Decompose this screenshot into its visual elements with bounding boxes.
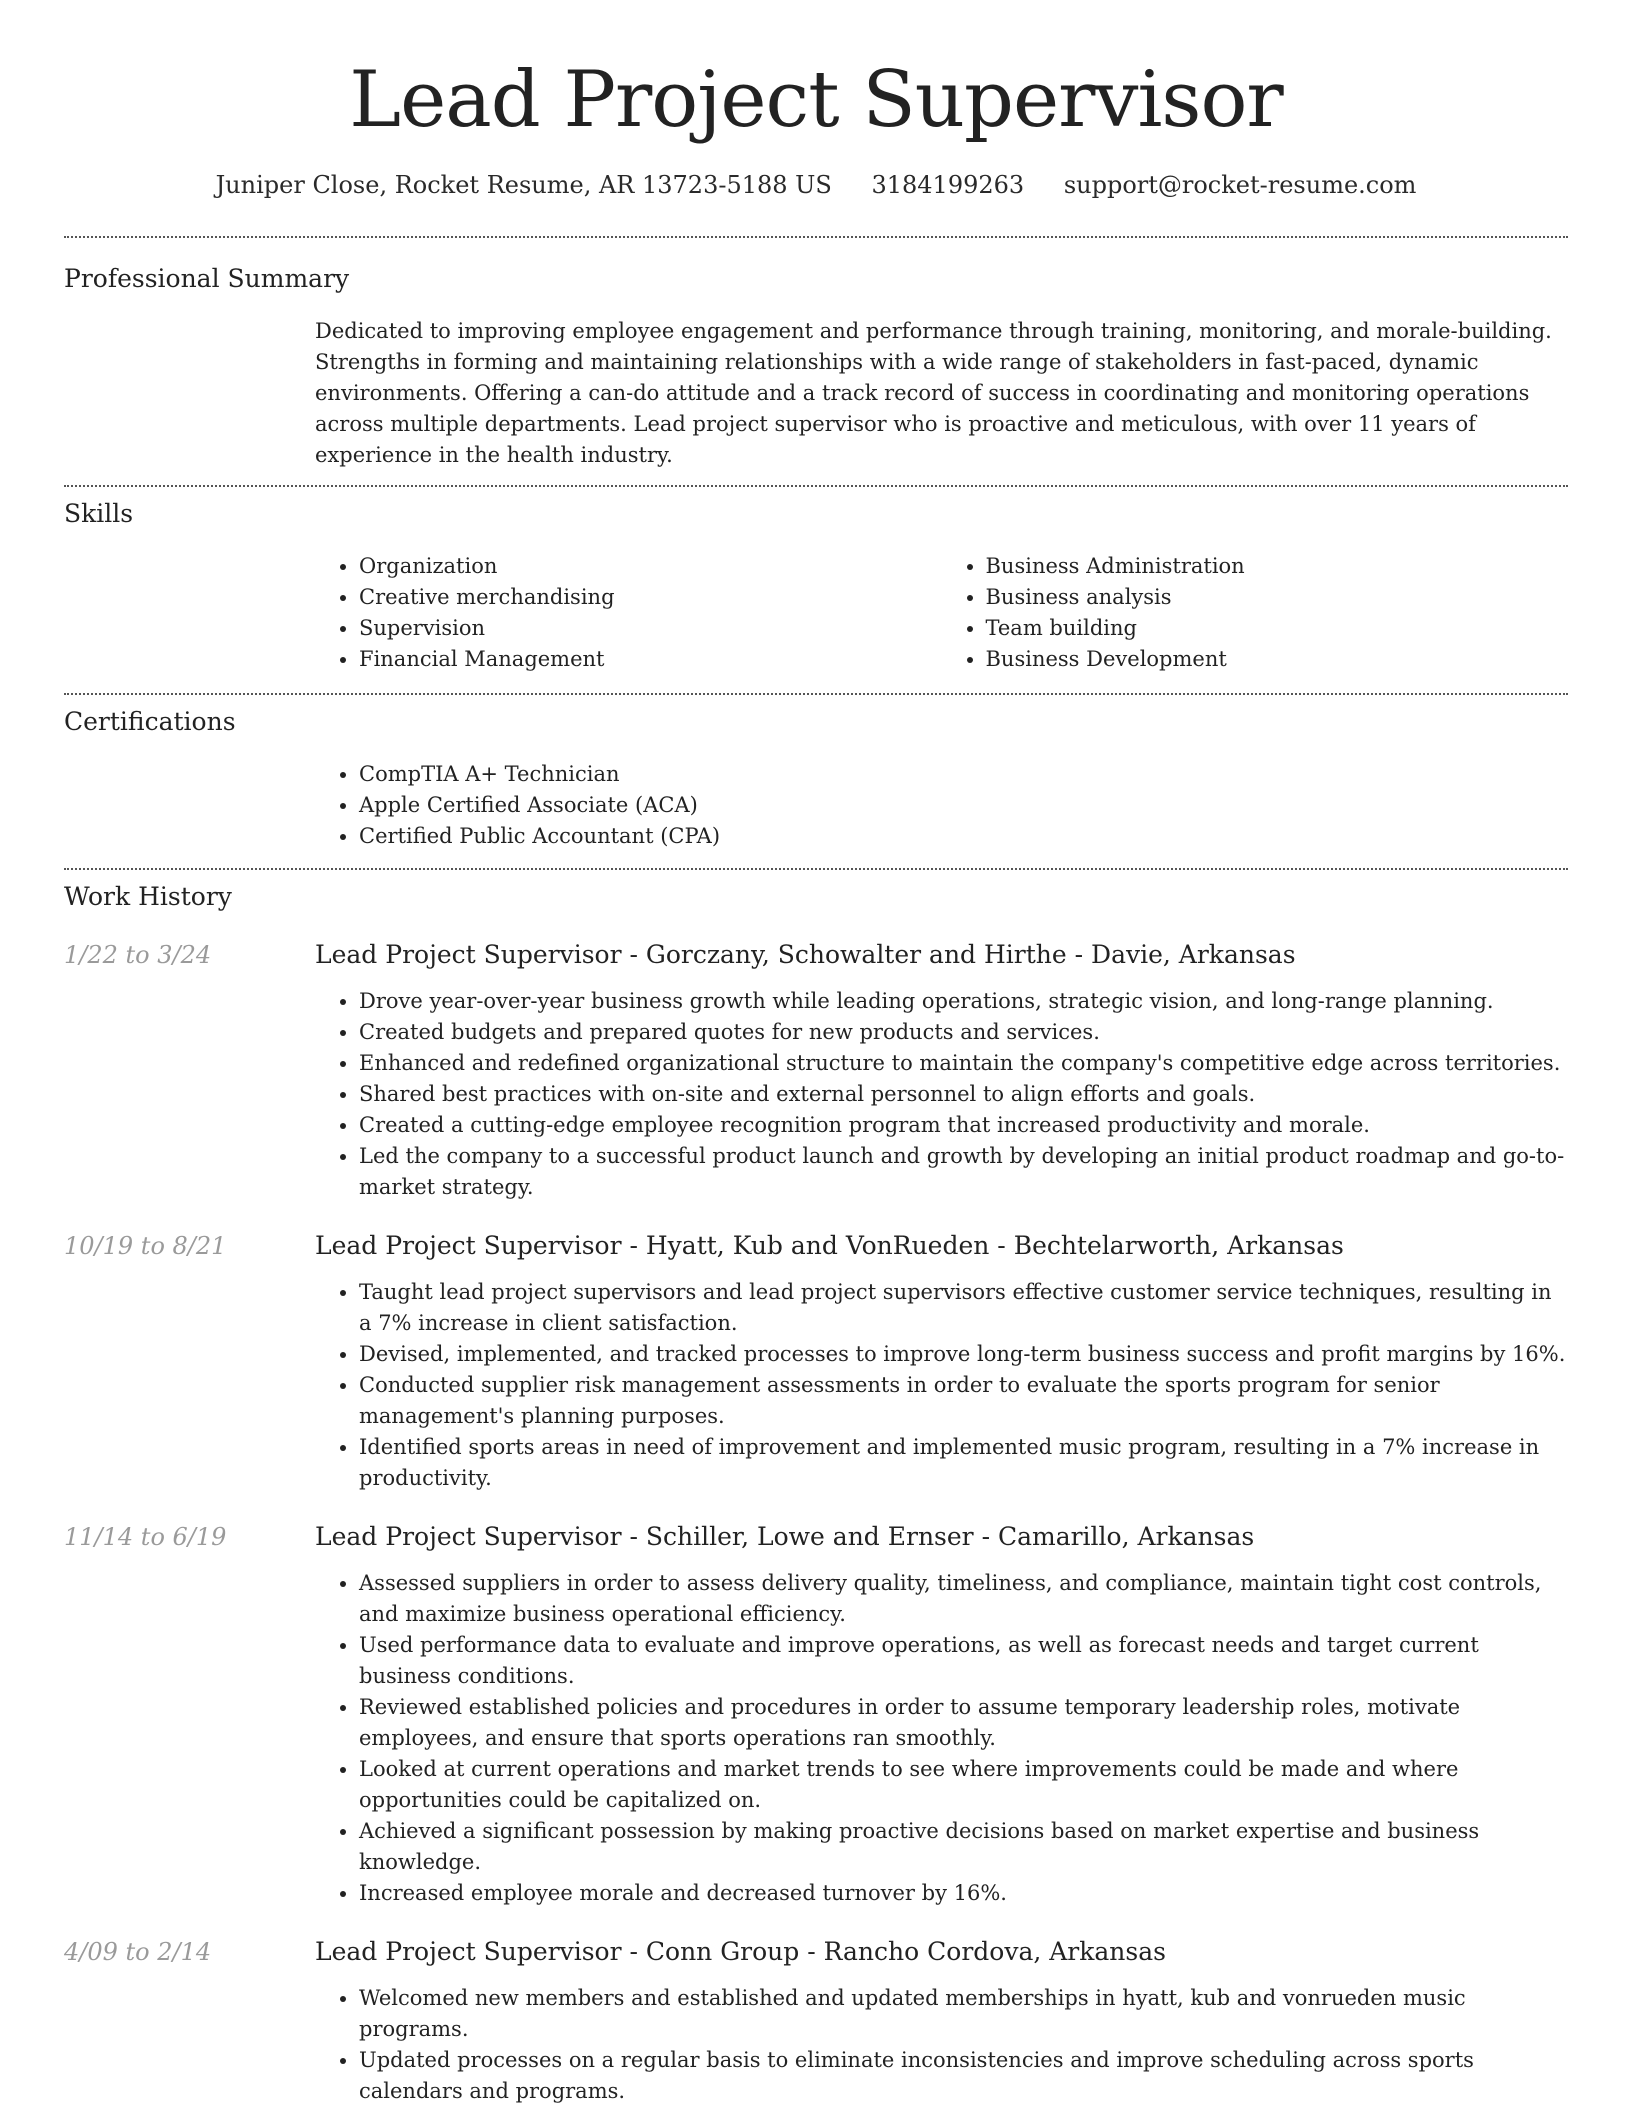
- resume-page: [64, 0, 1568, 2107]
- skill-item: • Business analysis: [986, 582, 1569, 613]
- job-bullet: • Taught lead project supervisors and lead project supervisors effective customer service techniques, resulting in a 7% increase in client satisfaction.: [359, 1277, 1568, 1339]
- job-bullet: • Conducted supplier risk management assessments in order to evaluate the sports program for senior management's planning purposes.: [359, 1370, 1568, 1432]
- job-bullet: • Reviewed established policies and procedures in order to assume temporary leadership roles, motivate employees, and ensure that sports operations ran smoothly.: [359, 1692, 1568, 1754]
- skill-item: • Creative merchandising: [359, 582, 942, 613]
- candidate-name: Lead Project Supervisor: [349, 55, 1283, 145]
- job-bullets: [315, 1568, 1568, 1909]
- certifications-list: [315, 759, 1568, 852]
- job-title: Lead Project Supervisor - Conn Group - Rancho Cordova, Arkansas: [315, 1937, 1166, 1966]
- job-bullet: • Updated processes on a regular basis to eliminate inconsistencies and improve scheduling across sports calendars and programs.: [359, 2045, 1568, 2107]
- job-title: Lead Project Supervisor - Schiller, Lowe and Ernser - Camarillo, Arkansas: [315, 1522, 1255, 1551]
- job-entry: [64, 1935, 1568, 2107]
- job-bullet: • Drove year-over-year business growth while leading operations, strategic vision, and long-range planning.: [359, 986, 1568, 1017]
- section-title-certifications: Certifications: [64, 707, 236, 736]
- certification-item: • Certified Public Accountant (CPA): [359, 821, 1568, 852]
- job-details: [315, 1520, 1568, 1909]
- certifications-section: [64, 695, 1568, 868]
- contact-line: [64, 168, 1568, 202]
- skill-item: • Supervision: [359, 613, 942, 644]
- section-title-work-history: Work History: [64, 882, 232, 911]
- skill-item: • Team building: [986, 613, 1569, 644]
- summary-body: [315, 316, 1568, 471]
- job-entry: [64, 938, 1568, 1203]
- work-history-section: [64, 870, 1568, 2107]
- job-details: [315, 1935, 1568, 2107]
- certifications-body: [315, 759, 1568, 852]
- contact-phone: 3184199263: [871, 171, 1025, 199]
- summary-section: [64, 238, 1568, 485]
- skill-item: • Organization: [359, 551, 942, 582]
- job-bullet: • Achieved a significant possession by making proactive decisions based on market expertise and business knowledge.: [359, 1816, 1568, 1878]
- job-bullet: • Assessed suppliers in order to assess delivery quality, timeliness, and compliance, maintain tight cost controls, and maximize business operational efficiency.: [359, 1568, 1568, 1630]
- skill-item: • Financial Management: [359, 644, 942, 675]
- contact-address: Juniper Close, Rocket Resume, AR 13723-5188 US: [215, 171, 832, 199]
- job-bullet: • Led the company to a successful product launch and growth by developing an initial product roadmap and go-to-market strategy.: [359, 1141, 1568, 1203]
- job-bullet: • Enhanced and redefined organizational structure to maintain the company's competitive edge across territories.: [359, 1048, 1568, 1079]
- job-bullets: [315, 1277, 1568, 1494]
- certification-item: • CompTIA A+ Technician: [359, 759, 1568, 790]
- job-bullet: • Looked at current operations and market trends to see where improvements could be made and where opportunities could be capitalized on.: [359, 1754, 1568, 1816]
- job-details: [315, 938, 1568, 1203]
- summary-text: Dedicated to improving employee engagement and performance through training, monitoring, and morale-building. Strengths in forming and maintaining relationships with a wide range of stakeholders in fast-paced, dynamic environments. Offering a can-do attitude and a track record of success in coordinating and monitoring operations across multiple departments. Lead project supervisor who is proactive and meticulous, with over 11 years of experience in the health industry.: [315, 319, 1552, 467]
- job-bullets: [315, 1983, 1568, 2107]
- job-dates: 4/09 to 2/14: [64, 1938, 212, 1966]
- job-title: Lead Project Supervisor - Hyatt, Kub and VonRueden - Bechtelarworth, Arkansas: [315, 1231, 1344, 1260]
- job-bullet: • Used performance data to evaluate and improve operations, as well as forecast needs and target current business conditions.: [359, 1630, 1568, 1692]
- job-entry: [64, 1229, 1568, 1494]
- skills-list-right: [942, 551, 1569, 675]
- job-bullet: • Welcomed new members and established and updated memberships in hyatt, kub and vonrueden music programs.: [359, 1983, 1568, 2045]
- contact-email: support@rocket-resume.com: [1063, 171, 1417, 199]
- section-title-skills: Skills: [64, 499, 134, 528]
- skills-list-left: [315, 551, 942, 675]
- job-bullet: • Created budgets and prepared quotes for new products and services.: [359, 1017, 1568, 1048]
- job-bullet: • Devised, implemented, and tracked processes to improve long-term business success and profit margins by 16%.: [359, 1339, 1568, 1370]
- skills-section: [64, 487, 1568, 693]
- skills-grid: [315, 551, 1568, 675]
- certification-item: • Apple Certified Associate (ACA): [359, 790, 1568, 821]
- section-title-summary: Professional Summary: [64, 264, 350, 293]
- job-bullet: • Identified sports areas in need of improvement and implemented music program, resulting in a 7% increase in productivity.: [359, 1432, 1568, 1494]
- job-bullet: • Shared best practices with on-site and external personnel to align efforts and goals.: [359, 1079, 1568, 1110]
- job-details: [315, 1229, 1568, 1494]
- skill-item: • Business Development: [986, 644, 1569, 675]
- job-dates: 10/19 to 8/21: [64, 1232, 227, 1260]
- job-bullet: • Increased employee morale and decreased turnover by 16%.: [359, 1878, 1568, 1909]
- job-dates: 1/22 to 3/24: [64, 941, 212, 969]
- job-bullets: [315, 986, 1568, 1203]
- job-entry: [64, 1520, 1568, 1909]
- job-title: Lead Project Supervisor - Gorczany, Schowalter and Hirthe - Davie, Arkansas: [315, 940, 1296, 969]
- job-bullet: • Created a cutting-edge employee recognition program that increased productivity and morale.: [359, 1110, 1568, 1141]
- skill-item: • Business Administration: [986, 551, 1569, 582]
- job-dates: 11/14 to 6/19: [64, 1523, 227, 1551]
